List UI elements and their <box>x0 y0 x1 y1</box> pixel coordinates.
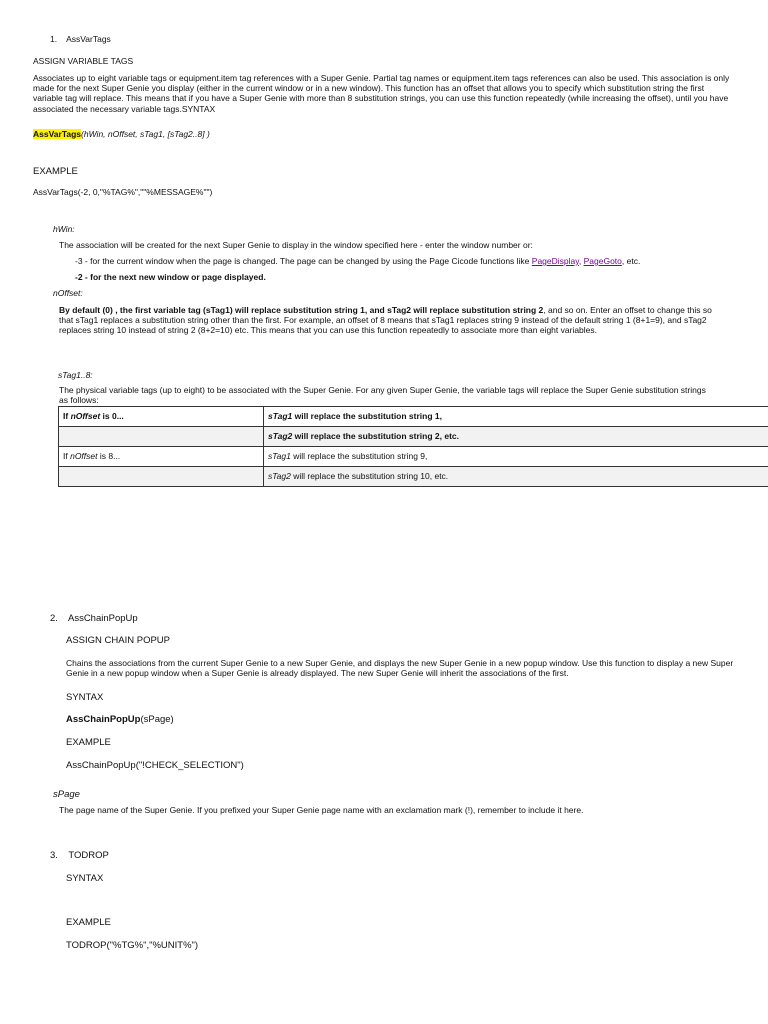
hwin-label: hWin: <box>53 224 75 234</box>
stag-label: sTag1..8: <box>58 370 93 380</box>
noffset-label: nOffset: <box>53 288 83 298</box>
pagedisplay-link[interactable]: PageDisplay <box>531 256 579 266</box>
noffset-description <box>59 305 715 336</box>
table-row <box>59 427 768 447</box>
spage-label: sPage <box>53 789 80 800</box>
syntax-function-highlight: AssVarTags <box>33 129 82 139</box>
syntax-args: (sPage) <box>140 714 174 725</box>
hwin-option-current-window <box>75 256 640 266</box>
example-label: EXAMPLE <box>66 917 111 928</box>
example-code: TODROP("%TG%","%UNIT%") <box>66 940 199 951</box>
table-cell: If nOffset is 8... <box>59 447 264 467</box>
section-3-title <box>50 850 109 861</box>
syntax-line <box>66 714 174 725</box>
table-row <box>59 407 768 427</box>
noffset-detail-text: , and so on. Enter an offset to change this so that sTag1 replaces a substitution string other than the first. For example, an offset of 8 means that sTag1 replaces string 9 instead of the default string 1 (8+1=9), and sTag2 replaces string 10 instead of string 2 (8+2=10) etc. This means that you can use this function repeatedly to associate more than eight variables. <box>59 305 712 336</box>
section-2-title <box>50 613 138 624</box>
section-number: 3. <box>50 850 58 861</box>
section-number: 1. <box>50 34 58 44</box>
function-name: AssVarTags <box>66 34 111 44</box>
hwin-description: The association will be created for the next Super Genie to display in the window specified here - enter the window number or: <box>59 240 533 250</box>
hwin-option-new-window: -2 - for the next new window or page displayed. <box>75 272 266 282</box>
section-number: 2. <box>50 613 58 624</box>
section-1-title <box>50 34 111 44</box>
syntax-label: SYNTAX <box>66 692 104 703</box>
syntax-args: (hWin, nOffset, sTag1, [sTag2..8] ) <box>81 129 210 139</box>
hwin-option-text: -3 - for the current window when the page is changed. The page can be changed by using the Page Cicode functions like <box>75 256 532 266</box>
section-2-heading: ASSIGN CHAIN POPUP <box>66 635 170 646</box>
table-cell: sTag1 will replace the substitution string 1, <box>264 407 768 427</box>
stag-description: The physical variable tags (up to eight) to be associated with the Super Genie. For any given Super Genie, the variable tags will replace the Super Genie substitution strings as follows: <box>59 385 706 406</box>
section-1-description: Associates up to eight variable tags or equipment.item tag references with a Super Genie. Partial tag names or equipment.item tags references can also be used. This association is only made for the next Super Genie you display (either in the current window or in a new window). This function has an offset that allows you to specify which substitution string the first variable tag will replace. This means that if you have a Super Genie with more than 8 substitution strings, you can use this function repeatedly (while increasing the offset), until you have associated the necessary variable tags.SYNTAX <box>33 73 730 114</box>
section-1-heading: ASSIGN VARIABLE TAGS <box>33 56 134 66</box>
hwin-option-tail: , etc. <box>621 256 641 266</box>
example-label: EXAMPLE <box>66 737 111 748</box>
example-code: AssVarTags(-2, 0,"%TAG%",""%MESSAGE%"") <box>33 187 213 197</box>
table-cell: sTag1 will replace the substitution string 9, <box>264 447 768 467</box>
noffset-default-text: By default (0) , the first variable tag (sTag1) will replace substitution string 1, and sTag2 will replace substitution string 2 <box>59 305 544 315</box>
table-row <box>59 447 768 467</box>
syntax-label: SYNTAX <box>66 873 104 884</box>
table-cell: sTag2 will replace the substitution string 2, etc. <box>264 427 768 447</box>
table-row <box>59 467 768 487</box>
syntax-line <box>33 129 210 139</box>
table-cell <box>59 427 264 447</box>
example-code: AssChainPopUp("!CHECK_SELECTION") <box>66 760 244 771</box>
section-2-description: Chains the associations from the current Super Genie to a new Super Genie, and displays the new Super Genie in a new popup window. Use this function to display a new Super Genie in a new popup window when a Super Genie is already displayed. The new Super Genie will inherit the associations of the first. <box>66 658 734 679</box>
spage-description: The page name of the Super Genie. If you prefixed your Super Genie page name with an exclamation mark (!), remember to include it here. <box>59 805 584 815</box>
table-cell: If nOffset is 0... <box>59 407 264 427</box>
syntax-function: AssChainPopUp <box>66 714 141 725</box>
link-separator: , <box>578 256 584 266</box>
example-label: EXAMPLE <box>33 166 78 177</box>
table-cell: sTag2 will replace the substitution string 10, etc. <box>264 467 768 487</box>
function-name: TODROP <box>68 850 109 861</box>
substitution-table <box>58 406 768 487</box>
table-cell <box>59 467 264 487</box>
function-name: AssChainPopUp <box>67 613 138 624</box>
pagegoto-link[interactable]: PageGoto <box>583 256 622 266</box>
